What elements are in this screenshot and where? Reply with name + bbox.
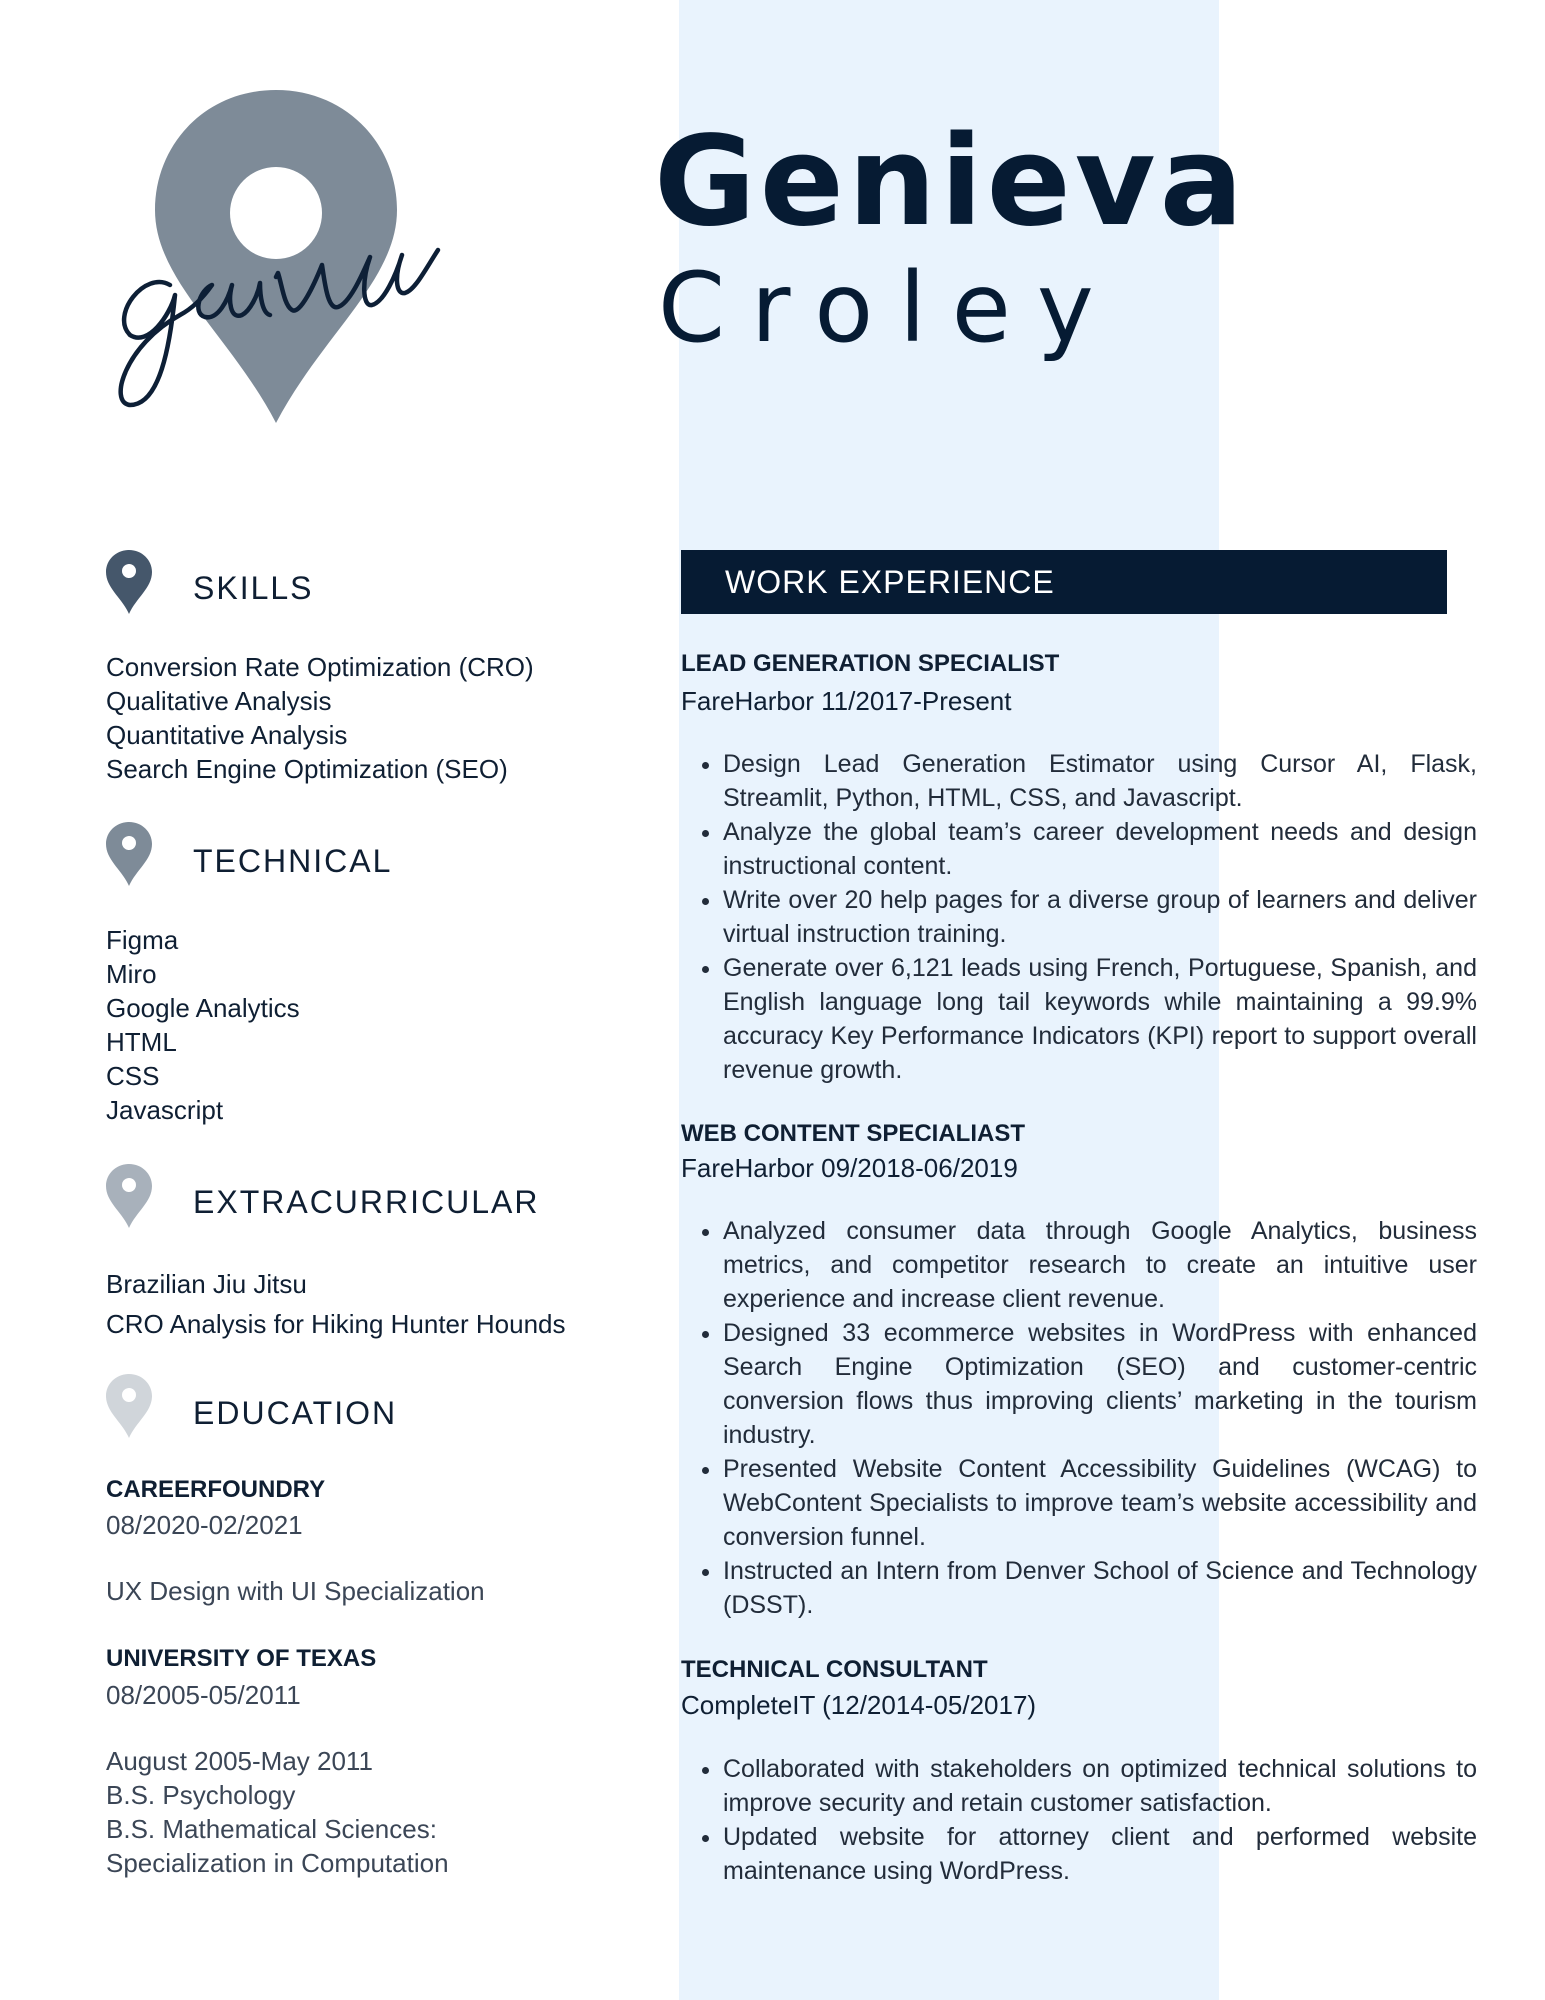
logo — [100, 85, 460, 435]
job-bullets — [681, 1752, 1477, 1888]
list-item: CSS — [106, 1061, 160, 1091]
map-pin-icon — [104, 548, 154, 616]
job-title: LEAD GENERATION SPECIALIST — [681, 650, 1060, 677]
extracurricular-list — [106, 1264, 566, 1344]
list-item: Figma — [106, 925, 179, 955]
list-item: • Analyze the global team’s career development needs and design instructional content. — [723, 815, 1477, 883]
job-meta: FareHarbor 09/2018-06/2019 — [681, 1153, 1018, 1183]
list-item: Specialization in Computation — [106, 1848, 449, 1878]
map-pin-icon — [104, 1372, 154, 1440]
list-item: Miro — [106, 959, 157, 989]
list-item: • Analyzed consumer data through Google Analytics, business metrics, and competitor research to create an intuitive user experience and increase client revenue. — [723, 1214, 1477, 1316]
school-name: CAREERFOUNDRY — [106, 1476, 326, 1503]
list-item: • Collaborated with stakeholders on optimized technical solutions to improve security and retain customer satisfaction. — [723, 1752, 1477, 1820]
map-pin-icon — [104, 820, 154, 888]
list-item: • Updated website for attorney client and performed website maintenance using WordPress. — [723, 1820, 1477, 1888]
list-item: August 2005-May 2011 — [106, 1746, 373, 1776]
school-name: UNIVERSITY OF TEXAS — [106, 1645, 377, 1672]
list-item: B.S. Mathematical Sciences: — [106, 1814, 437, 1844]
school-dates: 08/2005-05/2011 — [106, 1680, 301, 1710]
list-item: HTML — [106, 1027, 177, 1057]
education-title: EDUCATION — [193, 1395, 398, 1431]
last-name: Croley — [658, 252, 1120, 364]
list-item: CRO Analysis for Hiking Hunter Hounds — [106, 1309, 566, 1339]
skills-list — [106, 650, 534, 786]
list-item: • Instructed an Intern from Denver School of Science and Technology (DSST). — [723, 1554, 1477, 1622]
school-dates: 08/2020-02/2021 — [106, 1510, 303, 1540]
technical-list — [106, 923, 300, 1127]
job-meta: FareHarbor 11/2017-Present — [681, 686, 1012, 716]
list-item: Qualitative Analysis — [106, 686, 332, 716]
list-item: Javascript — [106, 1095, 224, 1125]
list-item: Brazilian Jiu Jitsu — [106, 1269, 307, 1299]
job-title: TECHNICAL CONSULTANT — [681, 1656, 988, 1683]
list-item: • Presented Website Content Accessibility Guidelines (WCAG) to WebContent Specialists to improve team’s website accessibility and conversion funnel. — [723, 1452, 1477, 1554]
map-pin-icon — [104, 1162, 154, 1230]
list-item: • Write over 20 help pages for a diverse group of learners and deliver virtual instruction training. — [723, 883, 1477, 951]
work-experience-title: WORK EXPERIENCE — [725, 564, 1055, 600]
list-item: Quantitative Analysis — [106, 720, 348, 750]
school-program: UX Design with UI Specialization — [106, 1576, 485, 1606]
school-details — [106, 1744, 449, 1880]
list-item: • Designed 33 ecommerce websites in WordPress with enhanced Search Engine Optimization (SEO) and customer-centric conversion flows thus improving clients’ marketing in the tourism industry. — [723, 1316, 1477, 1452]
first-name: Genieva — [654, 110, 1248, 254]
job-bullets — [681, 1214, 1477, 1622]
extracurricular-title: EXTRACURRICULAR — [193, 1184, 540, 1220]
list-item: • Generate over 6,121 leads using French, Portuguese, Spanish, and English language long tail keywords while maintaining a 99.9% accuracy Key Performance Indicators (KPI) report to support overall revenue growth. — [723, 951, 1477, 1087]
work-experience-header — [681, 550, 1447, 614]
map-pin-logo-icon — [100, 85, 460, 435]
job-title: WEB CONTENT SPECIALIAST — [681, 1120, 1026, 1147]
job-bullets — [681, 747, 1477, 1087]
list-item: Search Engine Optimization (SEO) — [106, 754, 508, 784]
list-item: • Design Lead Generation Estimator using Cursor AI, Flask, Streamlit, Python, HTML, CSS, and Javascript. — [723, 747, 1477, 815]
skills-title: SKILLS — [193, 570, 314, 606]
list-item: B.S. Psychology — [106, 1780, 296, 1810]
list-item: Conversion Rate Optimization (CRO) — [106, 652, 534, 682]
list-item: Google Analytics — [106, 993, 300, 1023]
job-meta: CompleteIT (12/2014-05/2017) — [681, 1690, 1037, 1720]
technical-title: TECHNICAL — [193, 843, 393, 879]
